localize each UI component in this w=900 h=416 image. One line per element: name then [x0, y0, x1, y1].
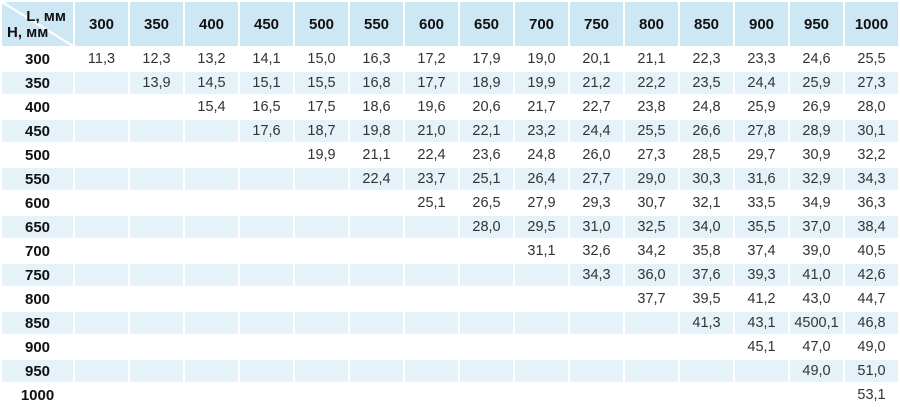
value-cell: 53,1: [845, 384, 898, 406]
value-cell: [680, 336, 733, 358]
value-cell: [75, 120, 128, 142]
row-header: 850: [2, 312, 73, 334]
value-cell: [570, 384, 623, 406]
value-cell: 27,3: [625, 144, 678, 166]
column-header: 600: [405, 2, 458, 46]
value-cell: [130, 384, 183, 406]
value-cell: 32,9: [790, 168, 843, 190]
value-cell: 30,7: [625, 192, 678, 214]
value-cell: [130, 96, 183, 118]
column-header: 900: [735, 2, 788, 46]
value-cell: [405, 288, 458, 310]
value-cell: [295, 336, 348, 358]
value-cell: [130, 360, 183, 382]
corner-cell: [2, 2, 73, 46]
value-cell: 44,7: [845, 288, 898, 310]
value-cell: [460, 264, 513, 286]
value-cell: 26,9: [790, 96, 843, 118]
value-cell: [240, 240, 293, 262]
value-cell: 25,5: [845, 48, 898, 70]
value-cell: [130, 240, 183, 262]
value-cell: 18,7: [295, 120, 348, 142]
value-cell: [75, 240, 128, 262]
value-cell: [130, 120, 183, 142]
column-header: 850: [680, 2, 733, 46]
value-cell: 28,0: [460, 216, 513, 238]
value-cell: 21,0: [405, 120, 458, 142]
value-cell: 32,1: [680, 192, 733, 214]
row-header: 500: [2, 144, 73, 166]
value-cell: 41,0: [790, 264, 843, 286]
value-cell: 4500,1: [790, 312, 843, 334]
value-cell: 28,9: [790, 120, 843, 142]
value-cell: 29,7: [735, 144, 788, 166]
value-cell: 19,9: [295, 144, 348, 166]
value-cell: 28,5: [680, 144, 733, 166]
value-cell: 23,8: [625, 96, 678, 118]
value-cell: [240, 312, 293, 334]
value-cell: 31,6: [735, 168, 788, 190]
corner-label-rows: H, мм: [7, 24, 49, 41]
value-cell: 34,2: [625, 240, 678, 262]
value-cell: 38,4: [845, 216, 898, 238]
value-cell: [515, 336, 568, 358]
column-header: 700: [515, 2, 568, 46]
value-cell: 22,1: [460, 120, 513, 142]
value-cell: 37,0: [790, 216, 843, 238]
value-cell: [75, 288, 128, 310]
row-header: 950: [2, 360, 73, 382]
value-cell: [185, 336, 238, 358]
value-cell: 22,7: [570, 96, 623, 118]
value-cell: [295, 384, 348, 406]
value-cell: 34,3: [570, 264, 623, 286]
value-cell: 32,5: [625, 216, 678, 238]
value-cell: 22,4: [405, 144, 458, 166]
value-cell: [130, 216, 183, 238]
value-cell: [185, 168, 238, 190]
value-cell: [185, 120, 238, 142]
value-cell: [515, 288, 568, 310]
value-cell: 34,9: [790, 192, 843, 214]
value-cell: [735, 360, 788, 382]
value-cell: 17,9: [460, 48, 513, 70]
value-cell: 18,9: [460, 72, 513, 94]
row-header: 450: [2, 120, 73, 142]
row-header: 1000: [2, 384, 73, 406]
value-cell: [350, 240, 403, 262]
value-cell: 25,9: [790, 72, 843, 94]
value-cell: [570, 336, 623, 358]
value-cell: [130, 168, 183, 190]
row-header: 650: [2, 216, 73, 238]
value-cell: [240, 384, 293, 406]
table-row: [2, 168, 898, 190]
value-cell: 24,4: [570, 120, 623, 142]
value-cell: [625, 384, 678, 406]
value-cell: [240, 216, 293, 238]
value-cell: 30,9: [790, 144, 843, 166]
value-cell: 41,2: [735, 288, 788, 310]
value-cell: [295, 288, 348, 310]
value-cell: 11,3: [75, 48, 128, 70]
column-header: 800: [625, 2, 678, 46]
value-cell: 22,4: [350, 168, 403, 190]
table-row: [2, 360, 898, 382]
value-cell: [405, 216, 458, 238]
value-cell: 27,3: [845, 72, 898, 94]
row-header: 350: [2, 72, 73, 94]
value-cell: 19,9: [515, 72, 568, 94]
value-cell: 12,3: [130, 48, 183, 70]
value-cell: [75, 336, 128, 358]
value-cell: [240, 264, 293, 286]
value-cell: [515, 360, 568, 382]
value-cell: 26,6: [680, 120, 733, 142]
value-cell: 23,2: [515, 120, 568, 142]
value-cell: 37,7: [625, 288, 678, 310]
value-cell: 18,6: [350, 96, 403, 118]
value-cell: [185, 312, 238, 334]
value-cell: 29,0: [625, 168, 678, 190]
value-cell: [185, 144, 238, 166]
table-row: [2, 120, 898, 142]
value-cell: [185, 360, 238, 382]
value-cell: [460, 288, 513, 310]
table-row: [2, 144, 898, 166]
value-cell: [75, 312, 128, 334]
value-cell: [295, 312, 348, 334]
value-cell: 15,4: [185, 96, 238, 118]
value-cell: [130, 312, 183, 334]
value-cell: [405, 312, 458, 334]
value-cell: 15,0: [295, 48, 348, 70]
row-header: 750: [2, 264, 73, 286]
value-cell: 19,6: [405, 96, 458, 118]
value-cell: [75, 192, 128, 214]
row-header: 800: [2, 288, 73, 310]
value-cell: 26,4: [515, 168, 568, 190]
value-cell: 34,0: [680, 216, 733, 238]
value-cell: 15,1: [240, 72, 293, 94]
value-cell: [75, 72, 128, 94]
row-header: 900: [2, 336, 73, 358]
value-cell: [240, 192, 293, 214]
value-cell: 23,5: [680, 72, 733, 94]
value-cell: 13,9: [130, 72, 183, 94]
value-cell: 51,0: [845, 360, 898, 382]
value-cell: 39,5: [680, 288, 733, 310]
value-cell: [130, 336, 183, 358]
value-cell: 28,0: [845, 96, 898, 118]
value-cell: [350, 312, 403, 334]
value-cell: [75, 264, 128, 286]
value-cell: [350, 264, 403, 286]
value-cell: 49,0: [790, 360, 843, 382]
value-cell: 35,5: [735, 216, 788, 238]
value-cell: [185, 192, 238, 214]
value-cell: 42,6: [845, 264, 898, 286]
table-row: [2, 192, 898, 214]
column-header: 400: [185, 2, 238, 46]
value-cell: 49,0: [845, 336, 898, 358]
value-cell: [405, 384, 458, 406]
table-row: [2, 312, 898, 334]
value-cell: [240, 360, 293, 382]
value-cell: 46,8: [845, 312, 898, 334]
value-cell: 19,8: [350, 120, 403, 142]
value-cell: [185, 216, 238, 238]
row-header: 700: [2, 240, 73, 262]
value-cell: 39,3: [735, 264, 788, 286]
value-cell: [405, 360, 458, 382]
value-cell: [405, 240, 458, 262]
column-header: 500: [295, 2, 348, 46]
value-cell: 19,0: [515, 48, 568, 70]
value-cell: 24,8: [680, 96, 733, 118]
column-header: 650: [460, 2, 513, 46]
value-cell: 37,4: [735, 240, 788, 262]
value-cell: 21,1: [350, 144, 403, 166]
value-cell: [515, 264, 568, 286]
value-cell: [130, 264, 183, 286]
table-row: [2, 72, 898, 94]
value-cell: [240, 336, 293, 358]
value-cell: [130, 288, 183, 310]
value-cell: 40,5: [845, 240, 898, 262]
value-cell: 29,3: [570, 192, 623, 214]
value-cell: 39,0: [790, 240, 843, 262]
value-cell: 32,2: [845, 144, 898, 166]
value-cell: 24,6: [790, 48, 843, 70]
row-header: 550: [2, 168, 73, 190]
value-cell: 25,5: [625, 120, 678, 142]
value-cell: [515, 312, 568, 334]
column-header: 750: [570, 2, 623, 46]
value-cell: 16,8: [350, 72, 403, 94]
value-cell: 25,1: [405, 192, 458, 214]
value-cell: 22,3: [680, 48, 733, 70]
value-cell: 17,7: [405, 72, 458, 94]
header-row: [2, 2, 898, 46]
value-cell: 32,6: [570, 240, 623, 262]
value-cell: [130, 144, 183, 166]
value-cell: 36,0: [625, 264, 678, 286]
value-cell: 14,5: [185, 72, 238, 94]
value-cell: 27,7: [570, 168, 623, 190]
value-cell: 21,2: [570, 72, 623, 94]
value-cell: [240, 168, 293, 190]
value-cell: [460, 384, 513, 406]
table-row: [2, 216, 898, 238]
value-cell: 22,2: [625, 72, 678, 94]
table-row: [2, 264, 898, 286]
value-cell: [570, 288, 623, 310]
column-header: 300: [75, 2, 128, 46]
value-cell: 14,1: [240, 48, 293, 70]
value-cell: [405, 336, 458, 358]
value-cell: 17,5: [295, 96, 348, 118]
value-cell: 15,5: [295, 72, 348, 94]
value-cell: [350, 288, 403, 310]
value-cell: 26,0: [570, 144, 623, 166]
value-cell: 33,5: [735, 192, 788, 214]
column-header: 450: [240, 2, 293, 46]
table-head: [2, 2, 898, 46]
value-cell: [185, 240, 238, 262]
value-cell: 31,1: [515, 240, 568, 262]
value-cell: 37,6: [680, 264, 733, 286]
value-cell: 23,6: [460, 144, 513, 166]
value-cell: [350, 384, 403, 406]
value-cell: [295, 192, 348, 214]
value-cell: [75, 168, 128, 190]
value-cell: 35,8: [680, 240, 733, 262]
column-header: 550: [350, 2, 403, 46]
value-cell: [625, 336, 678, 358]
value-cell: 16,3: [350, 48, 403, 70]
table-row: [2, 96, 898, 118]
table-row: [2, 384, 898, 406]
value-cell: [680, 360, 733, 382]
value-cell: 29,5: [515, 216, 568, 238]
value-cell: [295, 360, 348, 382]
value-cell: [790, 384, 843, 406]
value-cell: [240, 288, 293, 310]
value-cell: 30,3: [680, 168, 733, 190]
value-cell: [295, 216, 348, 238]
value-cell: 47,0: [790, 336, 843, 358]
value-cell: [75, 144, 128, 166]
value-cell: [350, 216, 403, 238]
column-header: 1000: [845, 2, 898, 46]
value-cell: 31,0: [570, 216, 623, 238]
corner-label-columns: L, мм: [26, 8, 66, 25]
value-cell: [295, 240, 348, 262]
value-cell: [185, 384, 238, 406]
value-cell: [625, 360, 678, 382]
value-cell: 24,8: [515, 144, 568, 166]
value-cell: 23,7: [405, 168, 458, 190]
value-cell: 26,5: [460, 192, 513, 214]
table-row: [2, 336, 898, 358]
value-cell: [460, 360, 513, 382]
value-cell: [75, 384, 128, 406]
value-cell: [75, 216, 128, 238]
value-cell: 25,9: [735, 96, 788, 118]
value-cell: [75, 360, 128, 382]
value-cell: [570, 312, 623, 334]
value-cell: 16,5: [240, 96, 293, 118]
value-cell: 41,3: [680, 312, 733, 334]
value-cell: [295, 264, 348, 286]
value-cell: 36,3: [845, 192, 898, 214]
value-cell: [405, 264, 458, 286]
value-cell: 17,6: [240, 120, 293, 142]
table-body: [2, 48, 898, 406]
value-cell: [350, 192, 403, 214]
row-header: 400: [2, 96, 73, 118]
value-cell: 21,7: [515, 96, 568, 118]
row-header: 300: [2, 48, 73, 70]
value-cell: 21,1: [625, 48, 678, 70]
value-cell: 25,1: [460, 168, 513, 190]
value-cell: [460, 312, 513, 334]
column-header: 350: [130, 2, 183, 46]
value-cell: [75, 96, 128, 118]
value-cell: 13,2: [185, 48, 238, 70]
value-cell: 27,9: [515, 192, 568, 214]
value-cell: 43,0: [790, 288, 843, 310]
value-cell: 24,4: [735, 72, 788, 94]
value-cell: [185, 264, 238, 286]
value-cell: [130, 192, 183, 214]
value-cell: 34,3: [845, 168, 898, 190]
value-cell: [350, 336, 403, 358]
value-cell: [295, 168, 348, 190]
value-cell: 45,1: [735, 336, 788, 358]
table-row: [2, 48, 898, 70]
value-cell: 23,3: [735, 48, 788, 70]
value-cell: [515, 384, 568, 406]
value-cell: [680, 384, 733, 406]
value-cell: [570, 360, 623, 382]
value-cell: [185, 288, 238, 310]
value-cell: 20,6: [460, 96, 513, 118]
value-cell: [625, 312, 678, 334]
value-cell: [460, 240, 513, 262]
value-cell: 30,1: [845, 120, 898, 142]
value-cell: [460, 336, 513, 358]
value-cell: 43,1: [735, 312, 788, 334]
value-cell: [735, 384, 788, 406]
value-cell: 20,1: [570, 48, 623, 70]
table-row: [2, 240, 898, 262]
value-cell: [350, 360, 403, 382]
table-row: [2, 288, 898, 310]
column-header: 950: [790, 2, 843, 46]
value-cell: [240, 144, 293, 166]
value-cell: 27,8: [735, 120, 788, 142]
value-cell: 17,2: [405, 48, 458, 70]
row-header: 600: [2, 192, 73, 214]
